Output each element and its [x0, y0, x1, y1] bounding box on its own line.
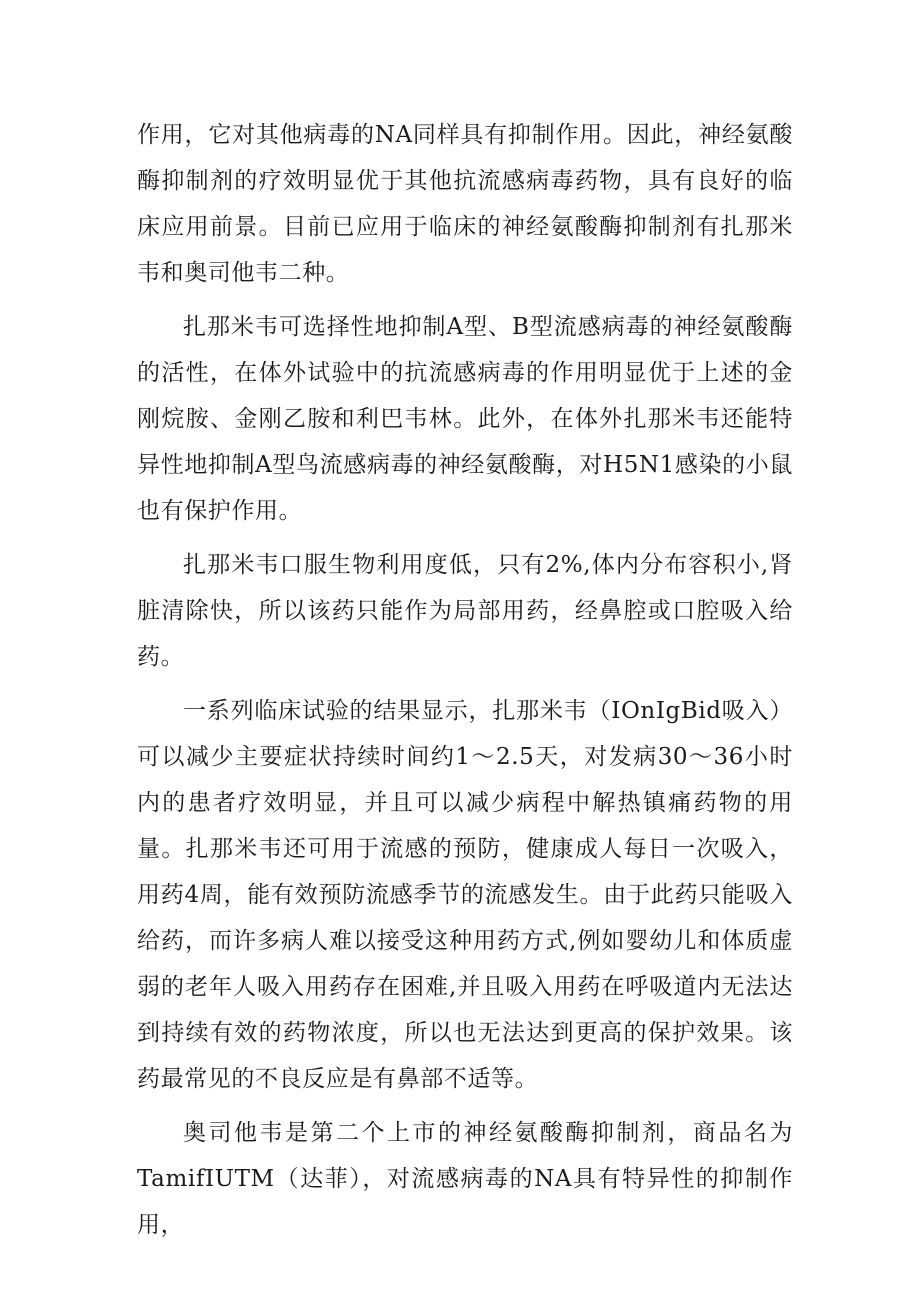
paragraph-2: 扎那米韦可选择性地抑制A型、B型流感病毒的神经氨酸酶的活性，在体外试验中的抗流感病毒的作用明显优于上述的金刚烷胺、金刚乙胺和利巴韦林。此外，在体外扎那米韦还能特异性地抑制A型鸟流感病毒的神经氨酸酶，对H5N1感染的小鼠也有保护作用。	[137, 314, 793, 524]
paragraph-4: 一系列临床试验的结果显示，扎那米韦（IOnIgBid吸入）可以减少主要症状持续时间约1～2.5天，对发病30～36小时内的患者疗效明显，并且可以减少病程中解热镇痛药物的用量。扎那米韦还可用于流感的预防，健康成人每日一次吸入，用药4周，能有效预防流感季节的流感发生。由于此药只能吸入给药，而许多病人难以接受这种用药方式,例如婴幼儿和体质虚弱的老年人吸入用药存在困难,并且吸入用药在呼吸道内无法达到持续有效的药物浓度，所以也无法达到更高的保护效果。该药最常见的不良反应是有鼻部不适等。	[137, 698, 793, 1092]
paragraph-3: 扎那米韦口服生物利用度低，只有2%,体内分布容积小,肾脏清除快，所以该药只能作为局部用药，经鼻腔或口腔吸入给药。	[137, 552, 793, 670]
paragraph-1: 作用，它对其他病毒的NA同样具有抑制作用。因此，神经氨酸酶抑制剂的疗效明显优于其他抗流感病毒药物，具有良好的临床应用前景。目前已应用于临床的神经氨酸酶抑制剂有扎那米韦和奥司他韦二种。	[137, 122, 793, 286]
paragraph-5: 奥司他韦是第二个上市的神经氨酸酶抑制剂，商品名为TamifIUTM（达菲），对流感病毒的NA具有特异性的抑制作用，	[137, 1120, 793, 1238]
document-body	[137, 112, 793, 1256]
